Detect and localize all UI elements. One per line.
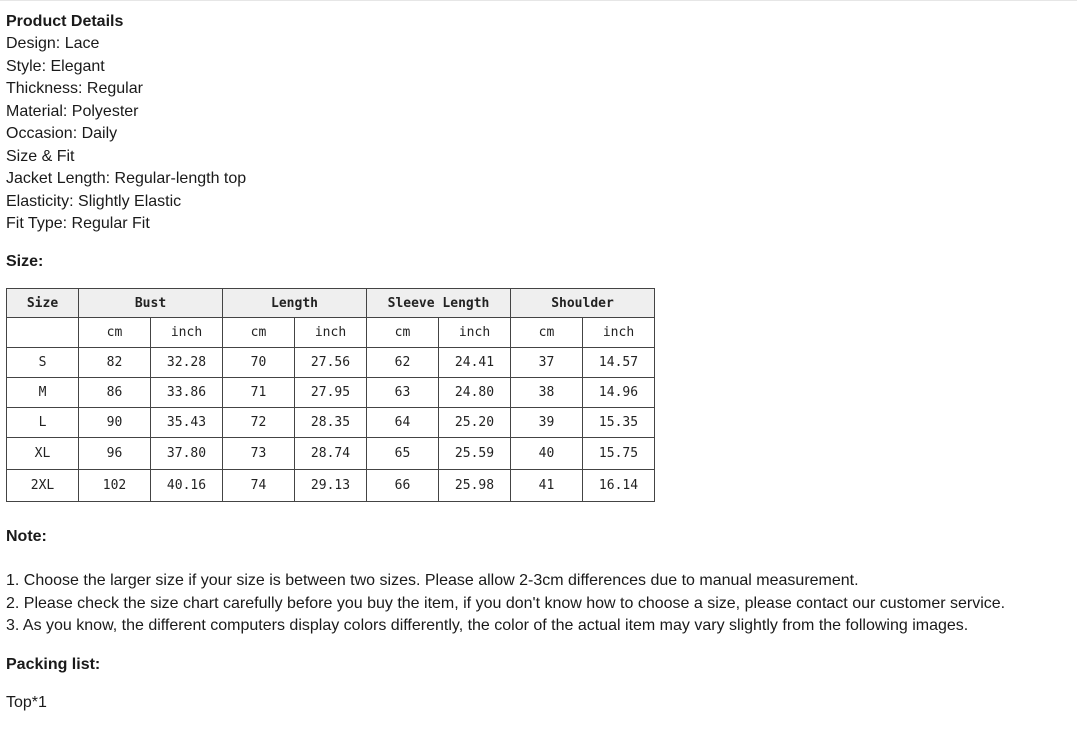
table-row	[7, 348, 655, 378]
header-shoulder: Shoulder	[511, 289, 655, 318]
note-list	[6, 570, 1005, 638]
table-row	[7, 408, 655, 438]
size-heading: Size:	[6, 253, 44, 270]
table-row	[7, 438, 655, 470]
table-cell: 96	[79, 438, 151, 470]
unit-cell: cm	[223, 318, 295, 348]
unit-cell: inch	[295, 318, 367, 348]
table-cell: 63	[367, 378, 439, 408]
unit-cell-empty	[7, 318, 79, 348]
table-cell: 102	[79, 470, 151, 502]
table-cell: 86	[79, 378, 151, 408]
detail-fit-type: Fit Type: Regular Fit	[6, 215, 150, 232]
detail-size-fit: Size & Fit	[6, 147, 75, 165]
detail-thickness: Thickness: Regular	[6, 80, 143, 97]
table-cell: 15.75	[583, 438, 655, 470]
size-label-cell: L	[7, 408, 79, 438]
table-cell: 15.35	[583, 408, 655, 438]
detail-material: Material: Polyester	[6, 102, 139, 120]
table-row	[7, 470, 655, 502]
table-cell: 39	[511, 408, 583, 438]
table-cell: 24.80	[439, 378, 511, 408]
product-details-section	[6, 11, 246, 236]
table-cell: 28.74	[295, 438, 367, 470]
unit-cell: inch	[583, 318, 655, 348]
table-cell: 25.20	[439, 408, 511, 438]
table-cell: 71	[223, 378, 295, 408]
header-bust: Bust	[79, 289, 223, 318]
table-cell: 66	[367, 470, 439, 502]
unit-cell: cm	[511, 318, 583, 348]
table-cell: 14.57	[583, 348, 655, 378]
unit-cell: inch	[439, 318, 511, 348]
size-chart-table	[6, 288, 655, 502]
header-length: Length	[223, 289, 367, 318]
table-cell: 64	[367, 408, 439, 438]
table-cell: 24.41	[439, 348, 511, 378]
table-cell: 62	[367, 348, 439, 378]
table-cell: 72	[223, 408, 295, 438]
table-cell: 82	[79, 348, 151, 378]
table-cell: 70	[223, 348, 295, 378]
size-label-cell: M	[7, 378, 79, 408]
table-row	[7, 378, 655, 408]
table-cell: 35.43	[151, 408, 223, 438]
note-heading: Note:	[6, 528, 47, 545]
table-cell: 16.14	[583, 470, 655, 502]
table-cell: 33.86	[151, 378, 223, 408]
detail-jacket-length: Jacket Length: Regular-length top	[6, 170, 247, 187]
table-cell: 41	[511, 470, 583, 502]
table-cell: 28.35	[295, 408, 367, 438]
table-cell: 90	[79, 408, 151, 438]
table-cell: 25.98	[439, 470, 511, 502]
unit-cell: cm	[79, 318, 151, 348]
packing-list-heading: Packing list:	[6, 656, 101, 673]
table-cell: 29.13	[295, 470, 367, 502]
detail-occasion: Occasion: Daily	[6, 125, 118, 142]
table-cell: 38	[511, 378, 583, 408]
unit-cell: inch	[151, 318, 223, 348]
note-item: 2. Please check the size chart carefully before you buy the item, if you don't know how to choose a size, please contact our customer service.	[6, 594, 1006, 612]
top-divider	[0, 0, 1077, 1]
packing-list-item: Top*1	[6, 694, 47, 711]
size-label-cell: S	[7, 348, 79, 378]
table-cell: 25.59	[439, 438, 511, 470]
table-cell: 40	[511, 438, 583, 470]
detail-elasticity: Elasticity: Slightly Elastic	[6, 192, 182, 210]
size-label-cell: XL	[7, 438, 79, 470]
header-sleeve-length: Sleeve Length	[367, 289, 511, 318]
table-cell: 14.96	[583, 378, 655, 408]
table-cell: 27.95	[295, 378, 367, 408]
table-cell: 37.80	[151, 438, 223, 470]
table-cell: 40.16	[151, 470, 223, 502]
table-cell: 73	[223, 438, 295, 470]
note-item: 3. As you know, the different computers display colors differently, the color of the actual item may vary slightly from the following images.	[6, 617, 969, 634]
size-label-cell: 2XL	[7, 470, 79, 502]
product-details-title: Product Details	[6, 13, 124, 30]
unit-cell: cm	[367, 318, 439, 348]
table-header-row	[7, 289, 655, 318]
table-cell: 65	[367, 438, 439, 470]
table-unit-row	[7, 318, 655, 348]
table-cell: 74	[223, 470, 295, 502]
table-cell: 37	[511, 348, 583, 378]
note-item: 1. Choose the larger size if your size is between two sizes. Please allow 2-3cm differences due to manual measurement.	[6, 572, 859, 589]
detail-style: Style: Elegant	[6, 57, 105, 75]
table-cell: 27.56	[295, 348, 367, 378]
header-size: Size	[7, 289, 79, 318]
table-cell: 32.28	[151, 348, 223, 378]
detail-design: Design: Lace	[6, 35, 100, 52]
